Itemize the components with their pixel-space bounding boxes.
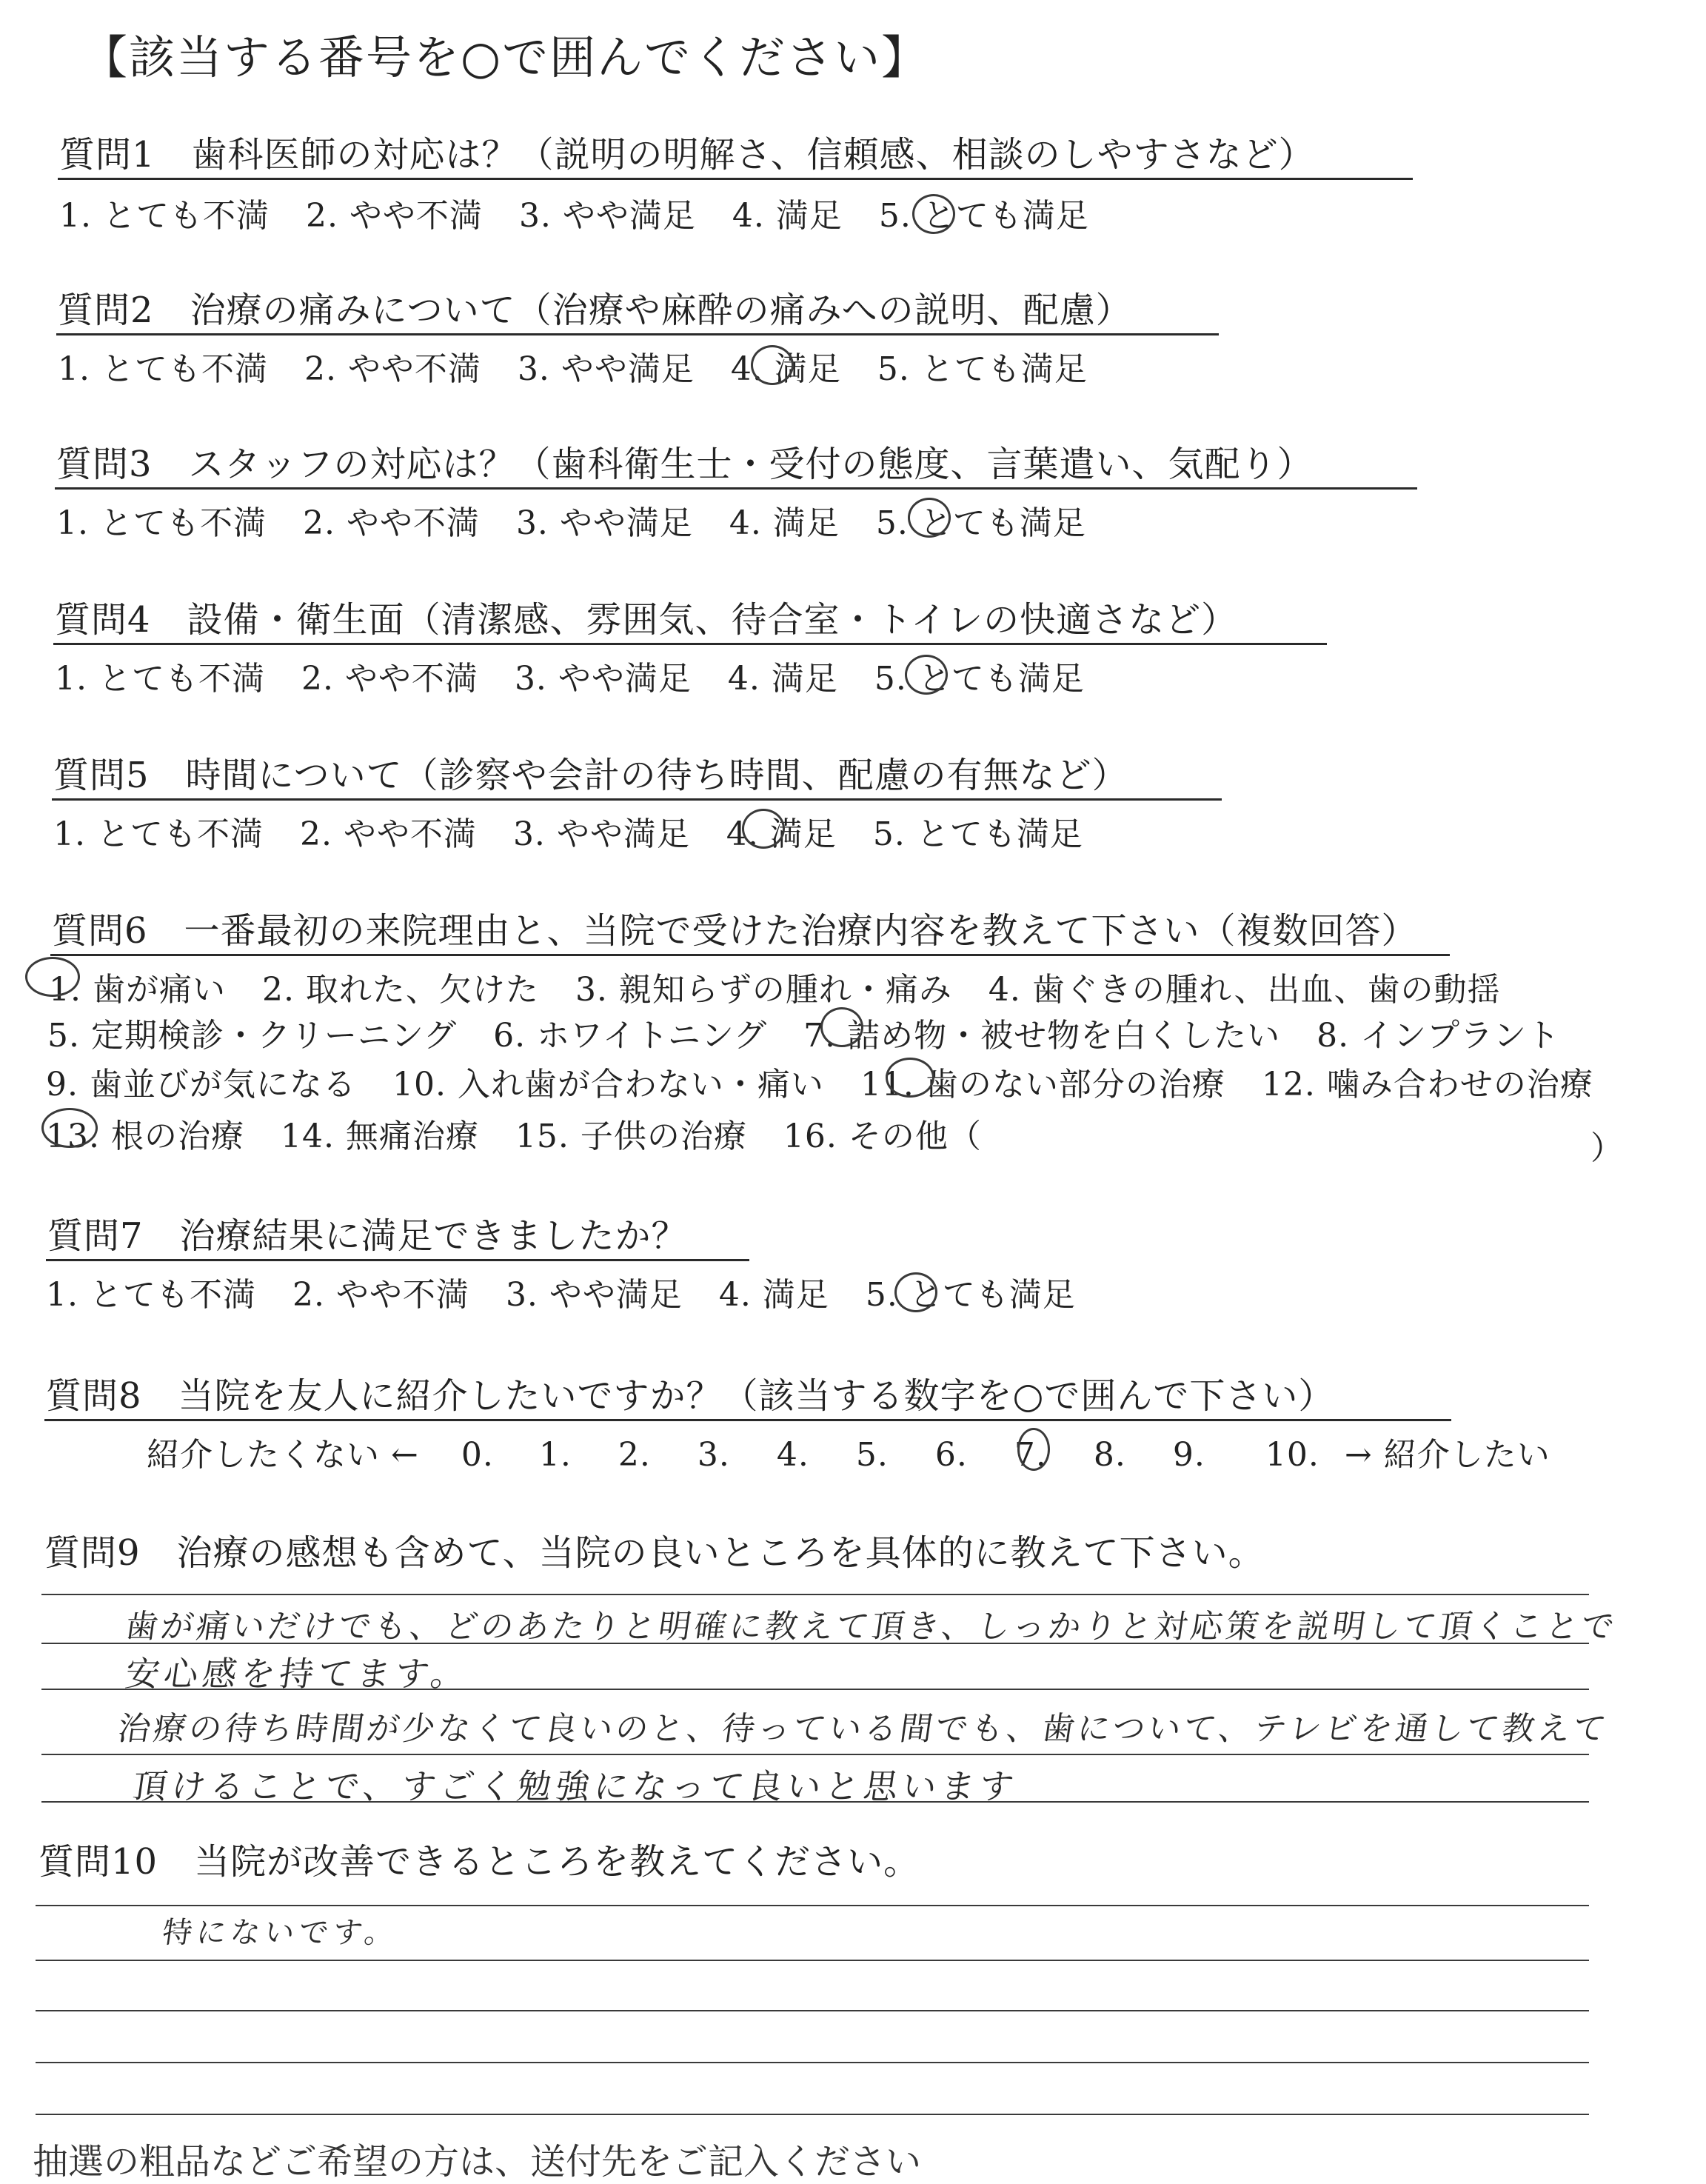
q3-option-2[interactable]: 2. やや不満 xyxy=(302,504,480,542)
q9-rule-1 xyxy=(41,1594,1589,1595)
q9-title: 質問9 治療の感想も含めて、当院の良いところを具体的に教えて下さい。 xyxy=(44,1532,1265,1574)
q6-option-4[interactable]: 4. 歯ぐきの腫れ、出血、歯の動揺 xyxy=(988,971,1501,1009)
q7-option-5[interactable]: 5. とても満足 xyxy=(865,1276,1076,1314)
q8-right-label: → 紹介したい xyxy=(1344,1436,1551,1474)
q10-rule-5 xyxy=(36,2114,1589,2115)
q5-underline xyxy=(52,798,1222,801)
q8-title: 質問8 当院を友人に紹介したいですか？（該当する数字を○で囲んで下さい） xyxy=(46,1375,1335,1417)
q8-score-9[interactable]: 9. xyxy=(1172,1436,1205,1474)
q5-option-5[interactable]: 5. とても満足 xyxy=(872,815,1083,853)
q1-selected-circle xyxy=(912,194,955,234)
q4-title: 質問4 設備・衛生面（清潔感、雰囲気、待合室・トイレの快適さなど） xyxy=(55,599,1238,641)
q6-option-15[interactable]: 15. 子供の治療 xyxy=(515,1118,747,1155)
q8-score-3[interactable]: 3. xyxy=(697,1436,730,1474)
page-header: 【該当する番号を○で囲んでください】 xyxy=(81,30,929,84)
q3-option-1[interactable]: 1. とても不満 xyxy=(56,504,267,542)
q4-option-1[interactable]: 1. とても不満 xyxy=(55,660,265,698)
q7-selected-circle xyxy=(894,1272,937,1312)
q4-option-3[interactable]: 3. やや満足 xyxy=(514,660,692,698)
q9-rule-4 xyxy=(41,1754,1589,1755)
q1-underline xyxy=(58,178,1413,180)
q3-option-5[interactable]: 5. とても満足 xyxy=(875,504,1086,542)
q6-row-4[interactable] xyxy=(46,1109,982,1157)
q7-option-1[interactable]: 1. とても不満 xyxy=(46,1276,256,1314)
footer-partial-text: 抽選の粗品などご希望の方は、送付先をご記入ください xyxy=(33,2141,922,2183)
q5-title: 質問5 時間について（診察や会計の待ち時間、配慮の有無など） xyxy=(53,755,1128,796)
q9-answer-line-4: 頂けることで、すごく勉強になって良いと思います xyxy=(130,1766,1021,1806)
q8-selected-circle xyxy=(1017,1428,1050,1471)
q5-option-3[interactable]: 3. やや満足 xyxy=(512,815,690,853)
q1-option-5[interactable]: 5. とても満足 xyxy=(878,197,1089,235)
q6-row-1[interactable] xyxy=(49,963,1501,1010)
q7-underline xyxy=(46,1259,749,1261)
q7-option-2[interactable]: 2. やや不満 xyxy=(292,1276,469,1314)
q2-title: 質問2 治療の痛みについて（治療や麻酔の痛みへの説明、配慮） xyxy=(58,290,1132,331)
q5-option-4[interactable]: 4. 満足 xyxy=(726,815,837,853)
q2-option-2[interactable]: 2. やや不満 xyxy=(304,350,481,388)
q2-option-1[interactable]: 1. とても不満 xyxy=(58,350,268,388)
q6-option-8[interactable]: 8. インプラント xyxy=(1317,1017,1561,1055)
q9-answer-line-3: 治療の待ち時間が少なくて良いのと、待っている間でも、歯について、テレビを通して教えて xyxy=(115,1710,1612,1748)
q2-option-3[interactable]: 3. やや満足 xyxy=(517,350,695,388)
q8-score-0[interactable]: 0. xyxy=(461,1436,494,1474)
q6-selected-circle-7 xyxy=(820,1007,863,1047)
q6-option-14[interactable]: 14. 無痛治療 xyxy=(280,1118,479,1155)
q5-selected-circle xyxy=(742,809,785,849)
q3-option-3[interactable]: 3. やや満足 xyxy=(515,504,693,542)
q1-option-4[interactable]: 4. 満足 xyxy=(732,197,843,235)
q8-scale[interactable] xyxy=(147,1428,1551,1475)
q7-title: 質問7 治療結果に満足できましたか？ xyxy=(47,1215,688,1257)
q5-option-2[interactable]: 2. やや不満 xyxy=(299,815,477,853)
q10-rule-3 xyxy=(36,2010,1589,2011)
q10-rule-2 xyxy=(36,1960,1589,1961)
q6-row-3[interactable] xyxy=(46,1058,1593,1105)
q8-underline xyxy=(44,1419,1451,1421)
q6-option-1[interactable]: 1. 歯が痛い xyxy=(49,971,226,1009)
q4-option-4[interactable]: 4. 満足 xyxy=(727,660,838,698)
q4-selected-circle xyxy=(905,655,948,695)
q3-underline xyxy=(55,487,1417,490)
q8-score-10[interactable]: 10. xyxy=(1265,1436,1319,1474)
q2-option-5[interactable]: 5. とても満足 xyxy=(877,350,1088,388)
q1-title: 質問1 歯科医師の対応は？（説明の明解さ、信頼感、相談のしやすさなど） xyxy=(59,134,1315,176)
q1-option-1[interactable]: 1. とても不満 xyxy=(59,197,270,235)
q6-title: 質問6 一番最初の来院理由と、当院で受けた治療内容を教えて下さい（複数回答） xyxy=(52,910,1418,952)
q8-score-1[interactable]: 1. xyxy=(538,1436,572,1474)
q6-row-2[interactable] xyxy=(47,1009,1560,1056)
q6-selected-circle-1 xyxy=(25,957,80,997)
q2-selected-circle xyxy=(751,345,794,385)
q6-other-close-paren: ） xyxy=(1590,1129,1624,1167)
q10-rule-4 xyxy=(36,2062,1589,2063)
q8-score-5[interactable]: 5. xyxy=(855,1436,889,1474)
q1-option-3[interactable]: 3. やや満足 xyxy=(518,197,696,235)
q6-option-10[interactable]: 10. 入れ歯が合わない・痛い xyxy=(392,1066,824,1103)
q4-option-2[interactable]: 2. やや不満 xyxy=(301,660,478,698)
q9-answer-line-1: 歯が痛いだけでも、どのあたりと明確に教えて頂き、しっかりと対応策を説明して頂くことで xyxy=(122,1608,1620,1646)
q6-option-16[interactable]: 16. その他（ xyxy=(783,1118,982,1155)
q6-option-2[interactable]: 2. 取れた、欠けた xyxy=(261,971,539,1009)
q4-option-5[interactable]: 5. とても満足 xyxy=(874,660,1085,698)
q10-answer-line-1: 特にないです。 xyxy=(160,1916,401,1950)
q7-option-3[interactable]: 3. やや満足 xyxy=(505,1276,683,1314)
q8-score-2[interactable]: 2. xyxy=(618,1436,651,1474)
q6-option-6[interactable]: 6. ホワイトニング xyxy=(493,1017,768,1055)
q2-options[interactable] xyxy=(58,342,1088,390)
q6-selected-circle-13 xyxy=(41,1108,98,1148)
q6-underline xyxy=(50,954,1450,956)
q6-option-7[interactable]: 7. 詰め物・被せ物を白くしたい xyxy=(803,1017,1281,1055)
q3-option-4[interactable]: 4. 満足 xyxy=(729,504,840,542)
q3-title: 質問3 スタッフの対応は？（歯科衛生士・受付の態度、言葉遣い、気配り） xyxy=(56,444,1314,485)
q5-option-1[interactable]: 1. とても不満 xyxy=(53,815,264,853)
q1-option-2[interactable]: 2. やや不満 xyxy=(305,197,483,235)
q6-option-13[interactable]: 13. 根の治療 xyxy=(46,1118,244,1155)
q6-selected-circle-11 xyxy=(886,1058,934,1098)
q8-score-8[interactable]: 8. xyxy=(1093,1436,1126,1474)
q10-title: 質問10 当院が改善できるところを教えてください。 xyxy=(39,1841,920,1883)
q4-underline xyxy=(53,643,1327,645)
q6-option-11[interactable]: 11. 歯のない部分の治療 xyxy=(860,1066,1225,1103)
q8-score-6[interactable]: 6. xyxy=(934,1436,968,1474)
q6-option-5[interactable]: 5. 定期検診・クリーニング xyxy=(47,1017,458,1055)
q10-rule-1 xyxy=(36,1905,1589,1906)
q8-score-4[interactable]: 4. xyxy=(776,1436,809,1474)
q3-selected-circle xyxy=(908,498,951,538)
q2-option-4[interactable]: 4. 満足 xyxy=(730,350,841,388)
q8-left-label: 紹介したくない ← xyxy=(147,1436,419,1474)
q7-option-4[interactable]: 4. 満足 xyxy=(718,1276,829,1314)
q6-option-3[interactable]: 3. 親知らずの腫れ・痛み xyxy=(575,971,952,1009)
q6-option-9[interactable]: 9. 歯並びが気になる xyxy=(46,1066,356,1103)
q6-option-12[interactable]: 12. 噛み合わせの治療 xyxy=(1261,1066,1593,1103)
q8-score-7[interactable]: 7. xyxy=(1014,1436,1047,1474)
q2-underline xyxy=(56,333,1219,335)
q5-options[interactable] xyxy=(53,807,1083,855)
q9-answer-line-2: 安心感を持てます。 xyxy=(122,1654,472,1694)
